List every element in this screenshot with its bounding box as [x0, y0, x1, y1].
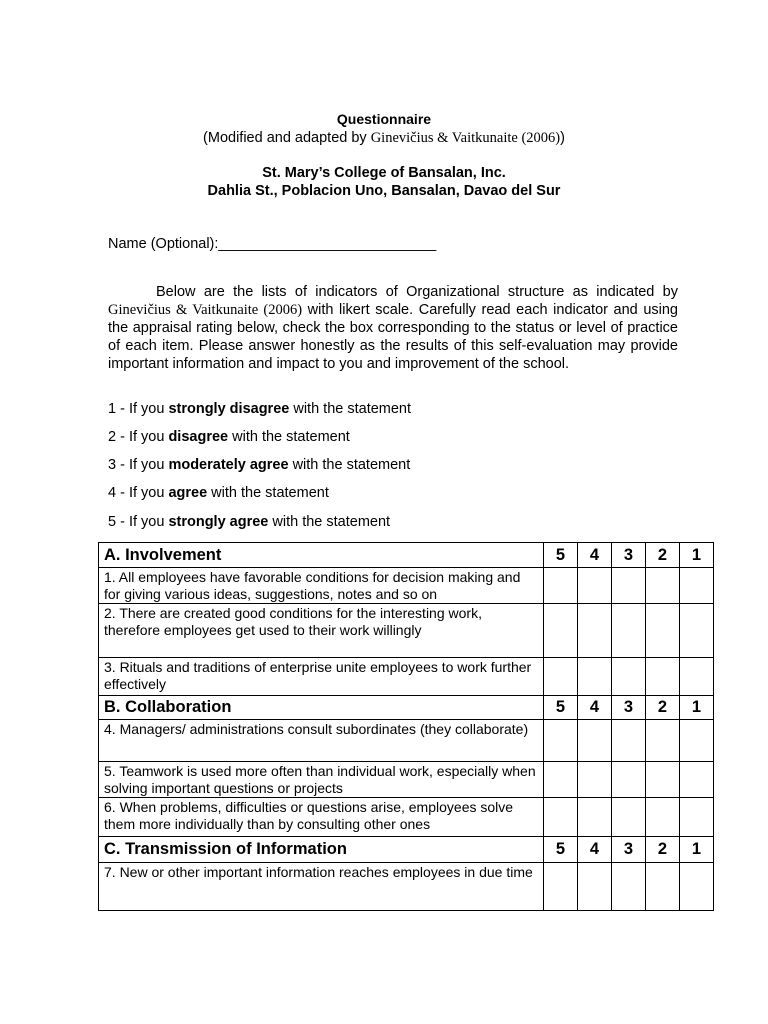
section-title: C. Transmission of Information — [99, 837, 544, 863]
scale-item-prefix: 2 - If you — [108, 429, 169, 445]
rating-checkbox-1[interactable] — [680, 720, 714, 762]
rating-header-3: 3 — [612, 543, 646, 568]
instructions-authors: Ginevičius & Vaitkunaite (2006) — [108, 302, 303, 318]
scale-item-4 — [108, 485, 329, 501]
rating-header-4: 4 — [578, 837, 612, 863]
rating-checkbox-4[interactable] — [578, 863, 612, 911]
college-address: Dahlia St., Poblacion Uno, Bansalan, Davao del Sur — [207, 183, 561, 199]
adaptation-note-suffix: ) — [560, 130, 565, 146]
rating-header-1: 1 — [680, 543, 714, 568]
rating-checkbox-5[interactable] — [544, 798, 578, 837]
section-header-row — [99, 837, 714, 863]
table-row — [99, 863, 714, 911]
indicator-statement: 5. Teamwork is used more often than individual work, especially when solving important questions or projects — [99, 762, 544, 798]
rating-header-5: 5 — [544, 837, 578, 863]
scale-item-emphasis: disagree — [168, 429, 229, 445]
questionnaire-title: Questionnaire — [336, 111, 432, 127]
rating-checkbox-5[interactable] — [544, 658, 578, 696]
rating-checkbox-1[interactable] — [680, 762, 714, 798]
rating-checkbox-3[interactable] — [612, 762, 646, 798]
scale-item-emphasis: strongly agree — [168, 514, 269, 530]
rating-header-3: 3 — [612, 837, 646, 863]
rating-header-2: 2 — [646, 696, 680, 720]
table-row — [99, 762, 714, 798]
scale-item-emphasis: moderately agree — [168, 457, 289, 473]
rating-header-4: 4 — [578, 696, 612, 720]
rating-checkbox-5[interactable] — [544, 762, 578, 798]
rating-checkbox-2[interactable] — [646, 798, 680, 837]
scale-item-3 — [108, 457, 410, 473]
rating-checkbox-2[interactable] — [646, 720, 680, 762]
rating-table — [98, 542, 714, 911]
rating-header-2: 2 — [646, 543, 680, 568]
indicator-statement: 1. All employees have favorable conditions for decision making and for giving various ideas, suggestions, notes and so on — [99, 568, 544, 604]
table-row — [99, 568, 714, 604]
table-row — [99, 658, 714, 696]
rating-checkbox-3[interactable] — [612, 863, 646, 911]
rating-checkbox-1[interactable] — [680, 568, 714, 604]
table-row — [99, 604, 714, 658]
rating-checkbox-4[interactable] — [578, 798, 612, 837]
scale-item-suffix: with the statement — [268, 514, 391, 530]
rating-checkbox-5[interactable] — [544, 720, 578, 762]
rating-checkbox-4[interactable] — [578, 658, 612, 696]
rating-header-4: 4 — [578, 543, 612, 568]
instructions-text-start: Below are the lists of indicators of Organizational structure as indicated by — [156, 284, 678, 300]
rating-checkbox-2[interactable] — [646, 568, 680, 604]
rating-header-5: 5 — [544, 543, 578, 568]
name-field-blank[interactable]: ___________________________ — [218, 236, 437, 252]
scale-item-emphasis: agree — [168, 485, 208, 501]
section-title: B. Collaboration — [99, 696, 544, 720]
table-row — [99, 720, 714, 762]
adaptation-authors: Ginevičius & Vaitkunaite (2006) — [370, 130, 561, 146]
rating-header-1: 1 — [680, 696, 714, 720]
section-header-row — [99, 696, 714, 720]
rating-checkbox-3[interactable] — [612, 720, 646, 762]
section-header-row — [99, 543, 714, 568]
rating-checkbox-4[interactable] — [578, 720, 612, 762]
scale-item-suffix: with the statement — [289, 401, 412, 417]
scale-item-2 — [108, 429, 350, 445]
indicator-statement: 4. Managers/ administrations consult subordinates (they collaborate) — [99, 720, 544, 762]
indicator-statement: 7. New or other important information reaches employees in due time — [99, 863, 544, 911]
scale-item-emphasis: strongly disagree — [168, 401, 290, 417]
scale-item-suffix: with the statement — [207, 485, 329, 501]
rating-checkbox-4[interactable] — [578, 568, 612, 604]
rating-checkbox-1[interactable] — [680, 604, 714, 658]
scale-item-suffix: with the statement — [288, 457, 411, 473]
scale-item-1 — [108, 401, 411, 417]
indicator-statement: 2. There are created good conditions for the interesting work, therefore employees get used to their work willingly — [99, 604, 544, 658]
rating-checkbox-2[interactable] — [646, 863, 680, 911]
scale-item-suffix: with the statement — [228, 429, 350, 445]
rating-checkbox-1[interactable] — [680, 658, 714, 696]
name-field[interactable] — [108, 236, 436, 252]
rating-checkbox-1[interactable] — [680, 863, 714, 911]
instructions-paragraph — [108, 283, 678, 373]
rating-checkbox-3[interactable] — [612, 798, 646, 837]
instructions-text-end: with likert scale. Carefully read each indicator and using the appraisal rating below, check the box corresponding to the status or level of practice of each item. Please answer honestly as the results of this self-evaluation may provide important information and impact to you and improvement of the school. — [108, 302, 678, 372]
scale-item-prefix: 4 - If you — [108, 485, 169, 501]
rating-checkbox-5[interactable] — [544, 568, 578, 604]
rating-checkbox-2[interactable] — [646, 604, 680, 658]
name-field-label: Name (Optional): — [108, 236, 219, 252]
section-title: A. Involvement — [99, 543, 544, 568]
rating-header-3: 3 — [612, 696, 646, 720]
adaptation-note — [0, 130, 768, 147]
rating-checkbox-2[interactable] — [646, 658, 680, 696]
rating-header-2: 2 — [646, 837, 680, 863]
scale-item-5 — [108, 514, 390, 530]
indicator-statement: 6. When problems, difficulties or questions arise, employees solve them more individually than by consulting other ones — [99, 798, 544, 837]
scale-item-prefix: 5 - If you — [108, 514, 169, 530]
scale-item-prefix: 3 - If you — [108, 457, 169, 473]
rating-checkbox-3[interactable] — [612, 658, 646, 696]
rating-checkbox-4[interactable] — [578, 604, 612, 658]
rating-checkbox-4[interactable] — [578, 762, 612, 798]
college-name: St. Mary’s College of Bansalan, Inc. — [262, 165, 506, 181]
rating-header-5: 5 — [544, 696, 578, 720]
rating-checkbox-3[interactable] — [612, 568, 646, 604]
rating-checkbox-5[interactable] — [544, 863, 578, 911]
adaptation-note-prefix: (Modified and adapted by — [203, 130, 371, 146]
rating-header-1: 1 — [680, 837, 714, 863]
scale-item-prefix: 1 - If you — [108, 401, 169, 417]
indicator-statement: 3. Rituals and traditions of enterprise unite employees to work further effectively — [99, 658, 544, 696]
rating-checkbox-5[interactable] — [544, 604, 578, 658]
rating-checkbox-2[interactable] — [646, 762, 680, 798]
rating-checkbox-1[interactable] — [680, 798, 714, 837]
table-row — [99, 798, 714, 837]
rating-checkbox-3[interactable] — [612, 604, 646, 658]
